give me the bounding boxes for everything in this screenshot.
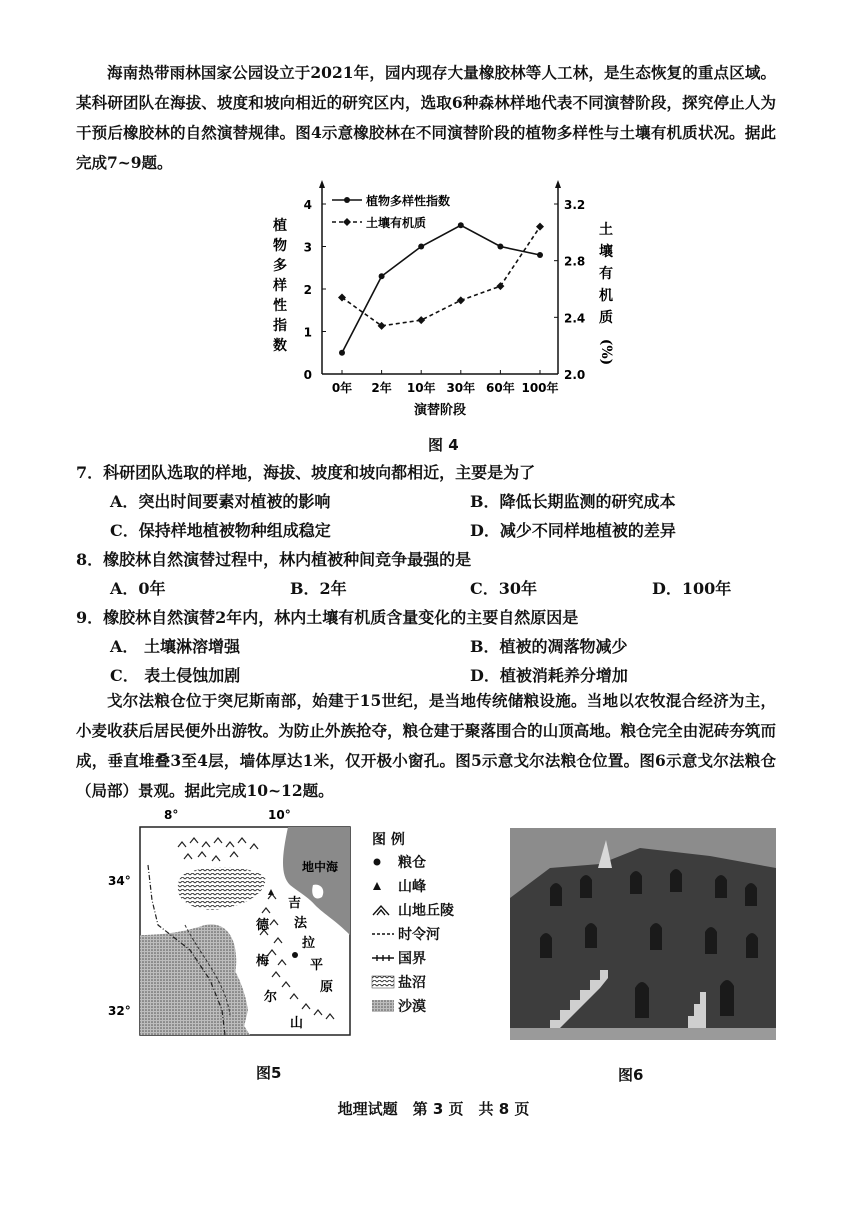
left-axis-arrow-icon [319,180,325,188]
legend-hills [372,898,482,922]
question-8-option-d: D．100年 [652,579,732,598]
lon-label-8: 8° [164,808,179,822]
question-8-stem: 8．橡胶林自然演替过程中，林内植被种间竞争最强的是 [76,550,472,569]
question-9-stem: 9．橡胶林自然演替2年内，林内土壤有机质含量变化的主要自然原因是 [76,608,579,627]
right-axis-label-unit: (%) [598,338,614,366]
figure-6-photo [510,828,776,1040]
question-7-stem: 7．科研团队选取的样地，海拔、坡度和坡向都相近，主要是为了 [76,463,536,482]
legend-label-river: 时令河 [398,927,440,943]
left-axis-label-char: 性 [273,298,287,314]
plain-char-1: 吉 [288,896,302,911]
question-8-option-b: B．2年 [290,579,347,598]
series-1-point [418,244,424,250]
x-tick-label: 60年 [486,381,515,395]
series-1-point [339,350,345,356]
left-tick-label: 3 [303,240,312,255]
mountain-char-1: 德 [256,918,270,933]
legend-dot-icon [344,197,350,203]
right-tick-label: 2.4 [564,311,586,326]
series-line-2 [342,227,540,326]
x-tick-label: 2年 [371,381,392,395]
chart-svg [262,178,622,433]
series-2-point [417,316,425,324]
legend-salt [372,970,482,994]
question-9-option-a: A． 土壤淋溶增强 [110,637,240,656]
desert-swatch-icon [372,1000,398,1012]
series-2-point [536,223,544,231]
legend-label-granary: 粮仓 [398,855,426,871]
question-7-option-a: A．突出时间要素对植被的影响 [110,492,331,511]
series-1-point [458,222,464,228]
figure-5-map [108,805,360,1055]
legend-desert [372,994,482,1018]
legend-peak [372,874,482,898]
question-9-option-b: B．植被的凋落物减少 [470,637,628,656]
left-axis-label-char: 样 [273,278,287,294]
x-tick-label: 100年 [521,381,559,395]
figure-4-chart [262,178,622,433]
left-axis-label-char: 多 [273,258,287,274]
question-7-option-c: C．保持样地植被物种组成稳定 [110,521,331,540]
left-axis-label-char: 植 [273,218,287,234]
lon-label-10: 10° [268,808,291,822]
mountain-char-4: 山 [290,1016,304,1031]
figure-6-caption: 图6 [618,1066,644,1084]
series-2-point [457,296,465,304]
map-svg [108,805,360,1055]
plain-char-3: 拉 [302,936,316,951]
legend-label-1: 植物多样性指数 [366,194,451,208]
right-axis-label-char: 壤 [599,244,613,260]
right-axis-label-char: 质 [599,310,613,326]
right-axis-label-char: 机 [599,288,613,304]
left-tick-label: 2 [303,283,312,297]
lat-label-34: 34° [108,874,131,888]
intro-paragraph-1: 海南热带雨林国家公园设立于2021年，园内现存大量橡胶林等人工林，是生态恢复的重点区域。某科研团队在海拔、坡度和坡向相近的研究区内，选取6种森林样地代表不同演替阶段，探究停止人为干预后橡胶林的自然演替规律。图4示意橡胶林在不同演替阶段的植物多样性与土壤有机质状况。据此完成7~9题。 [76,63,776,172]
legend-border [372,946,482,970]
left-tick-label: 0 [303,368,312,382]
legend-label-2: 土壤有机质 [366,216,427,230]
left-axis-label-char: 指 [273,318,287,334]
legend-label-peak: 山峰 [398,879,426,895]
peak-icon [372,881,398,891]
left-axis-label-char: 物 [273,238,287,254]
page-footer: 地理试题 第 3 页 共 8 页 [337,1100,530,1118]
x-tick-label: 10年 [406,381,436,395]
dashed-line-icon [372,931,398,937]
legend-diamond-icon [343,218,351,226]
question-7-option-b: B．降低长期监测的研究成本 [470,492,676,511]
x-tick-label: 0年 [331,381,353,395]
left-tick-label: 1 [303,325,312,340]
legend-label-border: 国界 [398,951,426,967]
left-axis-label-char: 数 [273,338,287,354]
lat-label-32: 32° [108,1004,131,1018]
question-8-option-c: C．30年 [470,579,538,598]
salt-marsh-swatch-icon [372,976,398,988]
legend-title: 图 例 [372,832,405,848]
intro-paragraph-2: 戈尔法粮仓位于突尼斯南部，始建于15世纪，是当地传统储粮设施。当地以农牧混合经济为主，小麦收获后居民便外出游牧。为防止外族抢夺，粮仓建于聚落围合的山顶高地。粮仓完全由泥砖夯筑而成，垂直堆叠3至4层，墙体厚达1米，仅开极小窗孔。图5示意戈尔法粮仓位置。图6示意戈尔法粮仓（局部）景观。据此完成10~12题。 [76,691,776,800]
question-8-option-a: A．0年 [110,579,166,598]
figure-4-caption: 图 4 [428,436,459,454]
plain-char-2: 法 [294,916,308,931]
right-tick-label: 2.8 [564,254,586,269]
granary-marker [292,952,298,958]
legend-label-desert: 沙漠 [398,999,426,1015]
question-7-option-d: D．减少不同样地植被的差异 [470,521,676,540]
series-1-point [537,252,543,258]
question-9-option-d: D．植被消耗养分增加 [470,666,628,685]
hills-icon [372,904,398,916]
x-axis-label: 演替阶段 [413,403,467,418]
legend-river [372,922,482,946]
dot-icon [372,857,398,867]
legend-label-hills: 山地丘陵 [398,903,454,919]
series-1-point [379,273,385,279]
series-line-1 [342,225,540,353]
legend-label-salt: 盐沼 [398,975,426,991]
mountain-char-3: 尔 [264,990,278,1005]
map-legend [372,828,482,1018]
legend-granary [372,850,482,874]
border-line-icon [372,954,398,962]
left-tick-label: 4 [303,198,312,212]
right-axis-arrow-icon [555,180,561,188]
right-tick-label: 3.2 [564,198,586,212]
plain-char-4: 平 [310,958,324,973]
series-1-point [497,244,503,250]
sea-label: 地中海 [302,860,339,874]
right-axis-label-char: 土 [599,222,613,238]
right-axis-label-char: 有 [599,266,613,282]
right-tick-label: 2.0 [564,368,586,382]
plain-char-5: 原 [320,980,334,995]
granary-photo-illustration [510,828,776,1040]
x-tick-label: 30年 [446,381,476,395]
question-9-option-c: C． 表土侵蚀加剧 [110,666,241,685]
figure-5-caption: 图5 [256,1064,282,1082]
mountain-char-2: 梅 [256,954,270,969]
